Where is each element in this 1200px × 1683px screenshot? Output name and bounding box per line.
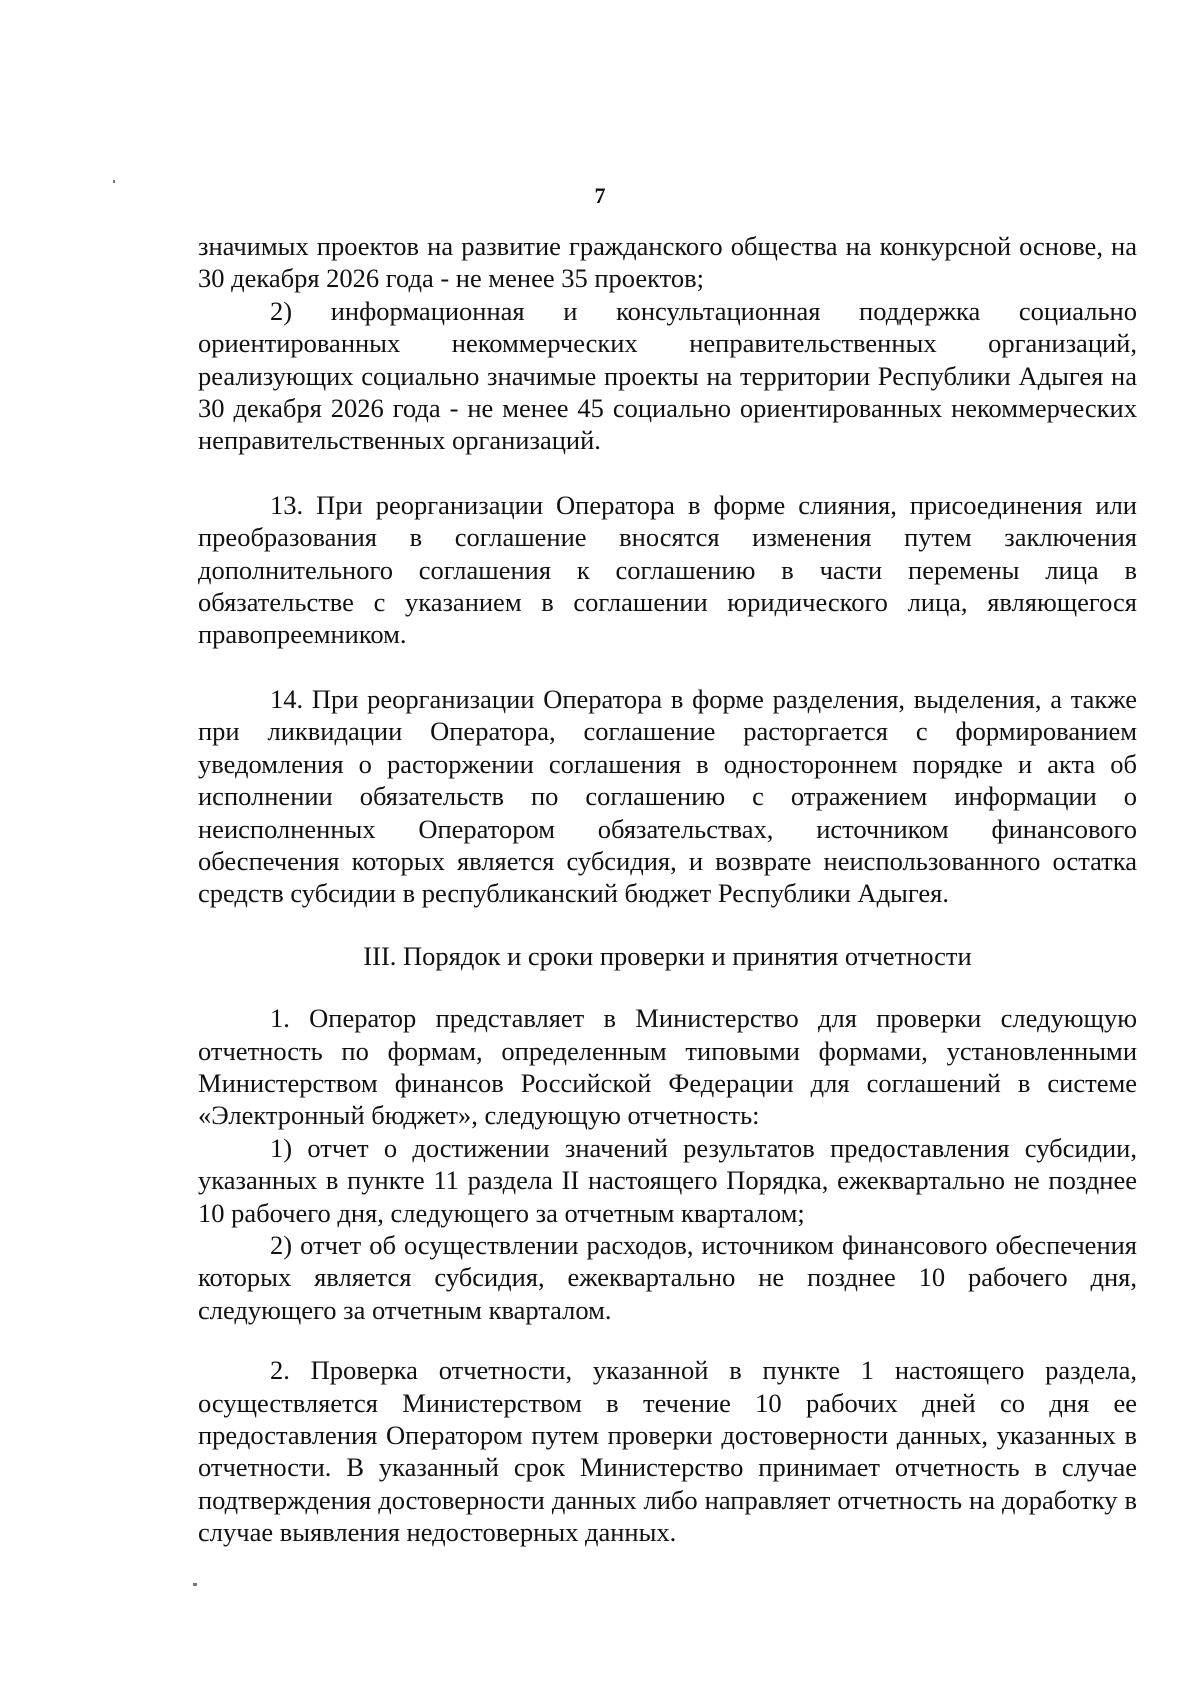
paragraph-continuation: значимых проектов на развитие гражданского общества на конкурсной основе, на 30 декабря 2026 года - не менее 35 проектов; bbox=[198, 231, 1137, 294]
scan-speck bbox=[113, 180, 115, 183]
section-heading: III. Порядок и сроки проверки и принятия отчетности bbox=[363, 940, 972, 971]
section3-item-1-sub-1: 1) отчет о достижении значений результатов предоставления субсидии, указанных в пункте 11 раздела II настоящего Порядка, ежеквартально не позднее 10 рабочего дня, следующего за отчетным кварталом; bbox=[198, 1132, 1137, 1228]
section3-item-1-sub-2: 2) отчет об осуществлении расходов, источником финансового обеспечения которых является субсидия, ежеквартально не позднее 10 рабочего дня, следующего за отчетным кварталом. bbox=[198, 1229, 1137, 1325]
paragraph-14: 14. При реорганизации Оператора в форме разделения, выделения, а также при ликвидации Оператора, соглашение расторгается с формированием уведомления о расторжении соглашения в одностороннем порядке и акта об исполнении обязательств по соглашению с отражением информации о неисполненных Оператором обязательствах, источником финансового обеспечения которых является субсидия, и возврате неиспользованного остатка средств субсидии в республиканский бюджет Республики Адыгея. bbox=[198, 683, 1137, 909]
section3-item-1: 1. Оператор представляет в Министерство для проверки следующую отчетность по формам, определенным типовыми формами, установленными Министерством финансов Российской Федерации для соглашений в системе «Электронный бюджет», следующую отчетность: bbox=[198, 1003, 1137, 1131]
page-number: 7 bbox=[594, 183, 606, 208]
section3-item-2: 2. Проверка отчетности, указанной в пункте 1 настоящего раздела, осуществляется Министерством в течение 10 рабочих дней со дня ее предоставления Оператором путем проверки достоверности данных, указанных в отчетности. В указанный срок Министерство принимает отчетность в случае подтверждения достоверности данных либо направляет отчетность на доработку в случае выявления недостоверных данных. bbox=[198, 1355, 1137, 1548]
scan-speck bbox=[193, 1583, 197, 1586]
paragraph-item-2: 2) информационная и консультационная поддержка социально ориентированных некоммерческих неправительственных организаций, реализующих социально значимые проекты на территории Республики Адыгея на 30 декабря 2026 года - не менее 45 социально ориентированных некоммерческих неправительственных организаций. bbox=[198, 295, 1137, 456]
document-body bbox=[198, 230, 1137, 1549]
paragraph-13: 13. При реорганизации Оператора в форме слияния, присоединения или преобразования в соглашение вносятся изменения путем заключения дополнительного соглашения к соглашению в части перемены лица в обязательстве с указанием в соглашении юридического лица, являющегося правопреемником. bbox=[198, 489, 1137, 650]
